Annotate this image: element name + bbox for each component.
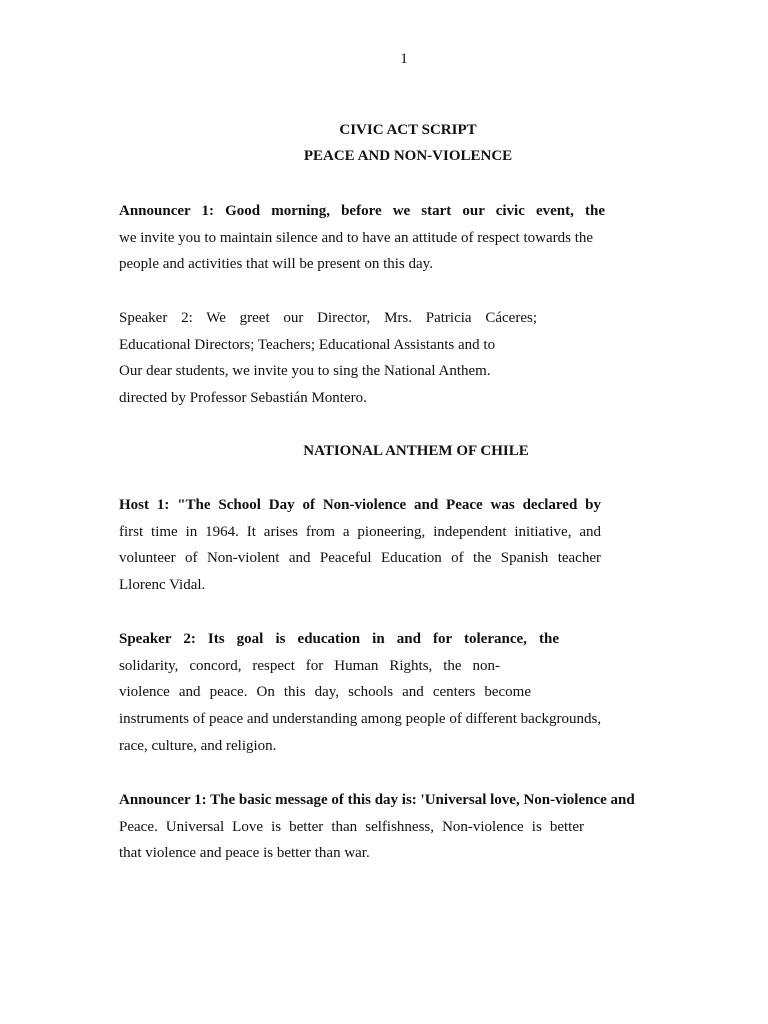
paragraph-announcer-1-message	[119, 787, 637, 867]
page-number: 1	[400, 51, 408, 67]
paragraph-line: people and activities that will be present on this day.	[119, 256, 433, 273]
paragraph-line: Llorenc Vidal.	[119, 577, 206, 594]
paragraph-line: Peace. Universal Love is better than selfishness, Non-violence is better	[119, 818, 584, 835]
section-heading-national-anthem: NATIONAL ANTHEM OF CHILE	[303, 443, 529, 459]
document-subtitle: PEACE AND NON-VIOLENCE	[303, 148, 513, 164]
paragraph-line: instruments of peace and understanding among people of different backgrounds,	[119, 711, 602, 728]
paragraph-lead: Speaker 2: Its goal is education in and for tolerance, the	[119, 631, 559, 647]
document-title: CIVIC ACT SCRIPT	[339, 122, 477, 138]
paragraph-speaker-2-goal	[119, 626, 602, 759]
paragraph-line: directed by Professor Sebastián Montero.	[119, 390, 367, 407]
paragraph-line: violence and peace. On this day, schools and centers become	[119, 684, 531, 701]
paragraph-line: Educational Directors; Teachers; Educational Assistants and to	[119, 336, 496, 353]
paragraph-announcer-1-opening	[119, 198, 605, 278]
paragraph-line: first time in 1964. It arises from a pioneering, independent initiative, and	[119, 523, 601, 540]
paragraph-line: that violence and peace is better than war.	[119, 845, 370, 862]
paragraph-line: solidarity, concord, respect for Human Rights, the non-	[119, 657, 500, 674]
paragraph-lead: Speaker 2: We greet our Director, Mrs. Patricia Cáceres;	[119, 310, 537, 326]
paragraph-line: we invite you to maintain silence and to have an attitude of respect towards the	[119, 229, 594, 246]
paragraph-line: volunteer of Non-violent and Peaceful Education of the Spanish teacher	[119, 550, 601, 567]
paragraph-lead: Announcer 1: Good morning, before we start our civic event, the	[119, 203, 605, 219]
paragraph-lead: Host 1: "The School Day of Non-violence and Peace was declared by	[119, 497, 601, 513]
paragraph-host-1	[119, 492, 601, 599]
paragraph-line: race, culture, and religion.	[119, 737, 277, 754]
paragraph-line: Our dear students, we invite you to sing the National Anthem.	[119, 363, 491, 380]
paragraph-speaker-2-greeting	[119, 305, 537, 412]
paragraph-lead: Announcer 1: The basic message of this day is: 'Universal love, Non-violence and	[119, 792, 635, 808]
